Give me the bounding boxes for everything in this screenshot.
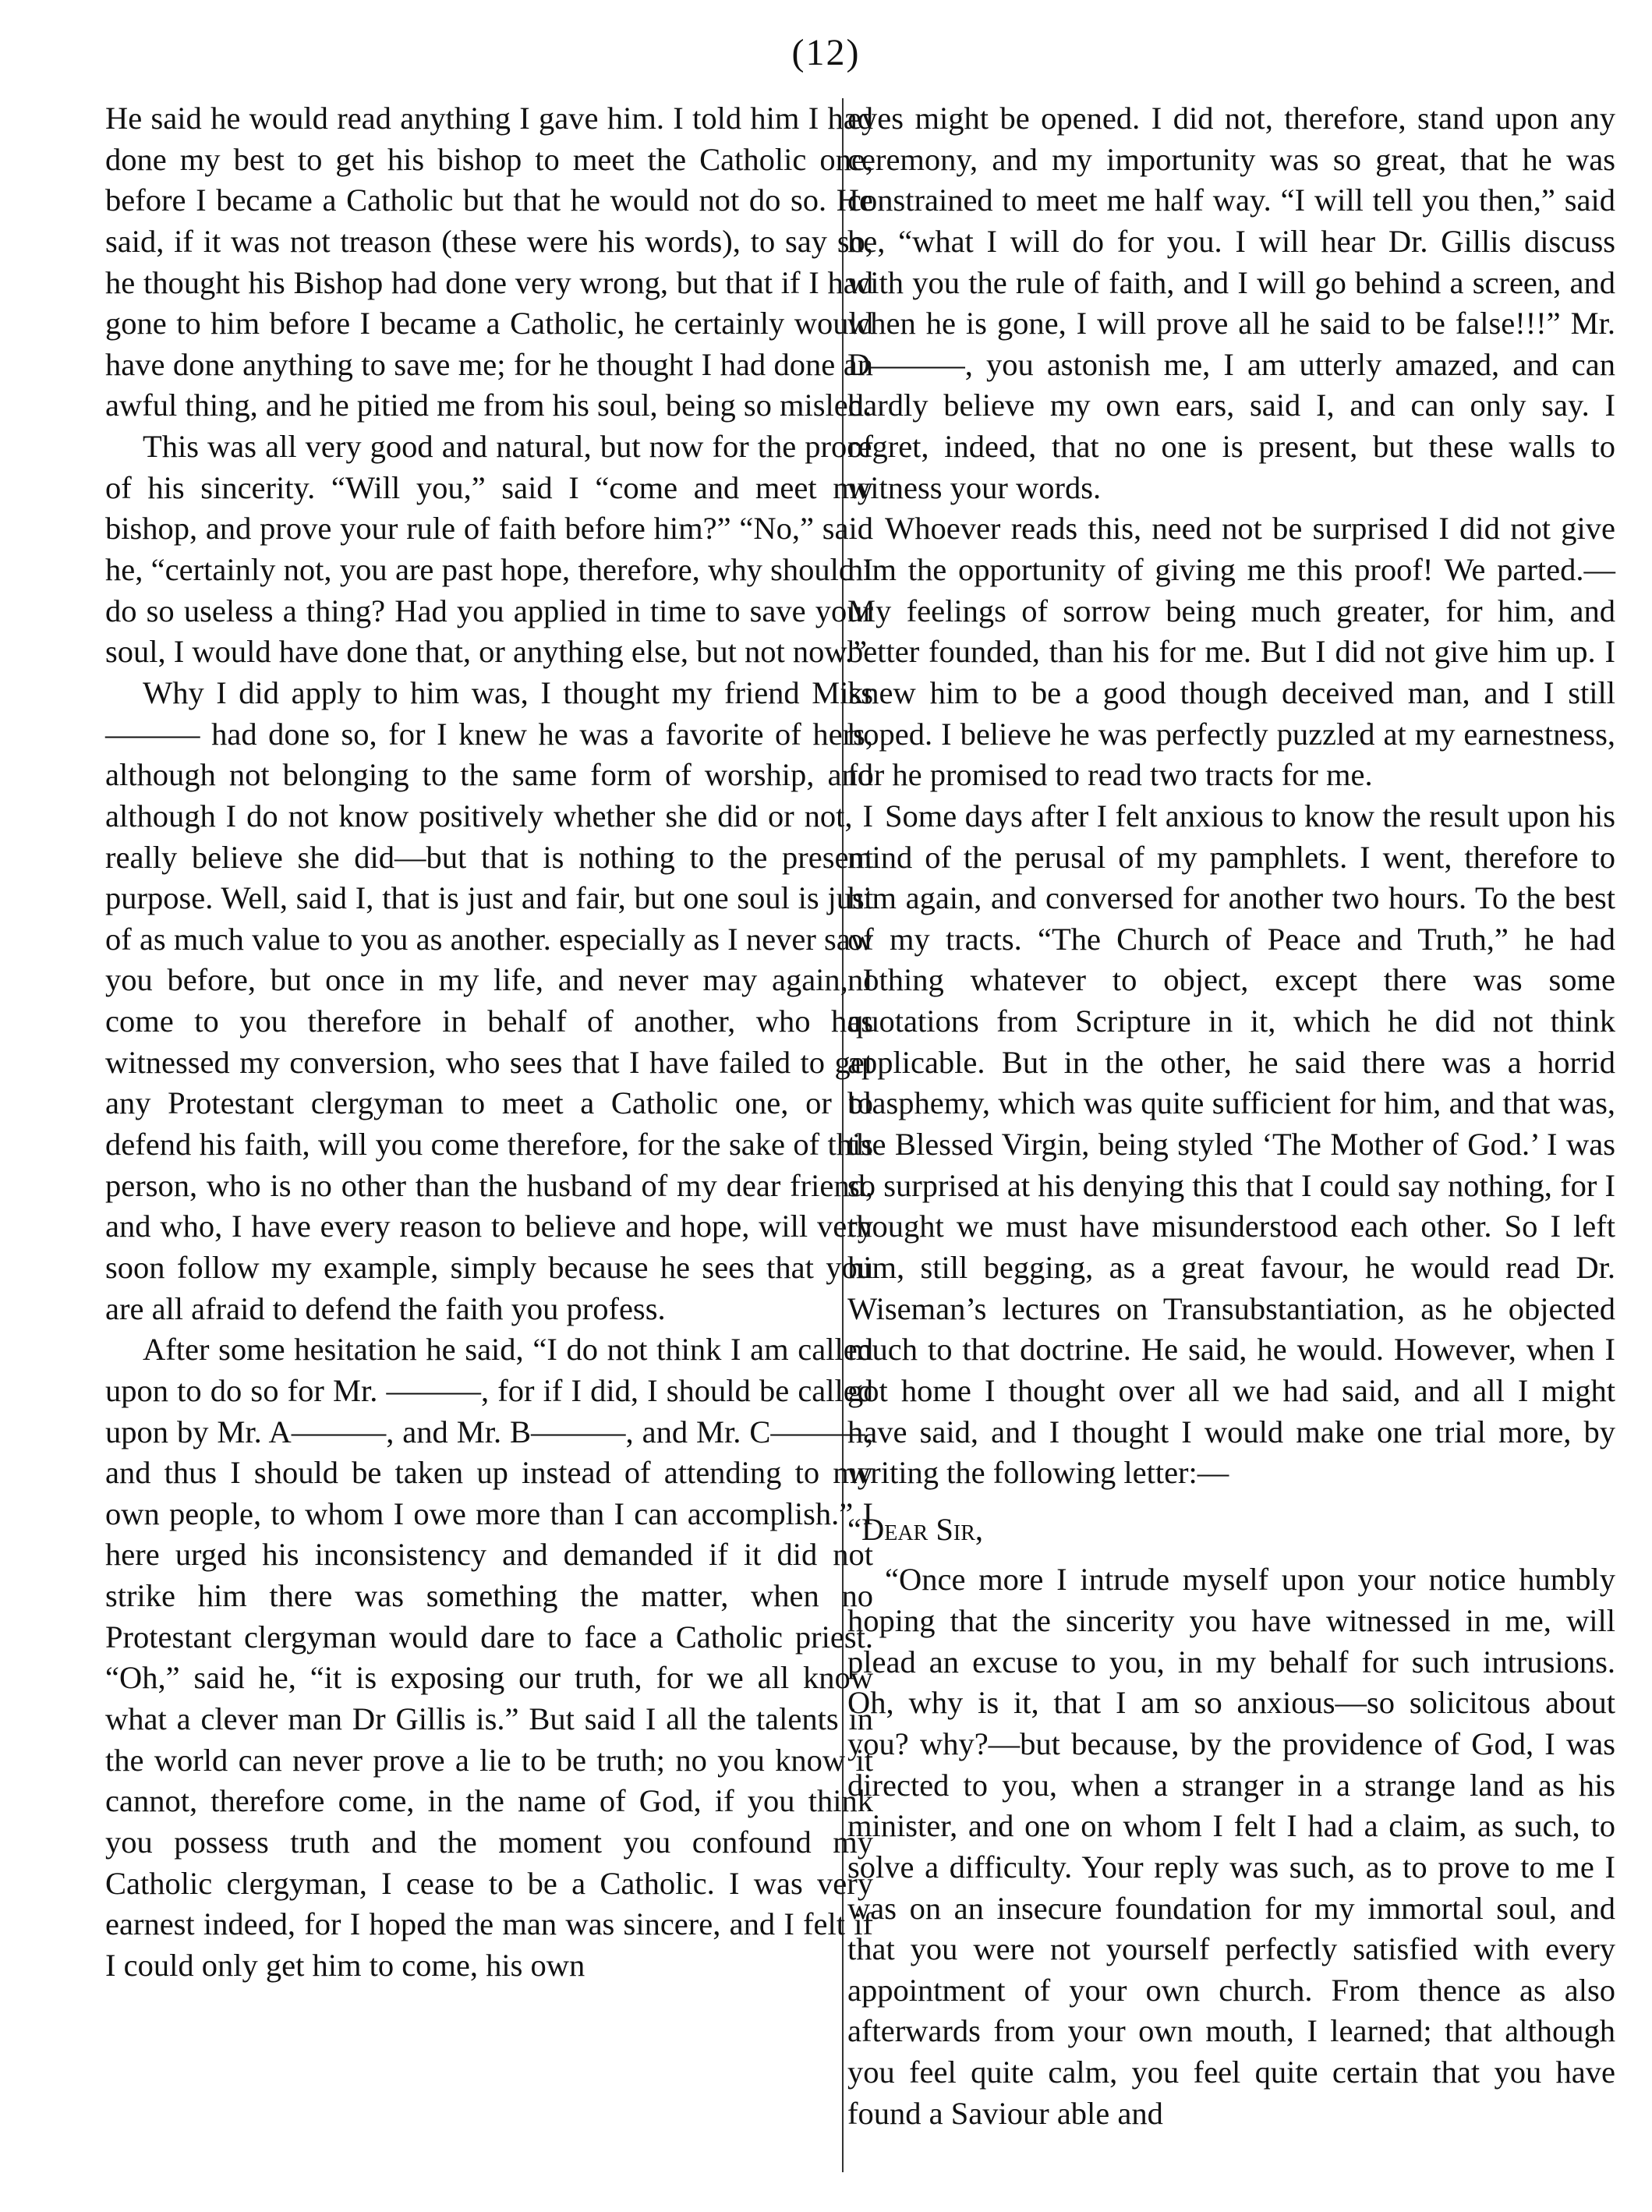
paragraph: This was all very good and natural, but now for the proof of his sincerity. “Will you,” said I “come and meet my bishop, and prove your rule of faith before him?” “No,” said he, “certainly not, you are past hope, therefore, why should I do so useless a thing? Had you applied in time to save your soul, I would have done that, or anything else, but not now.” bbox=[105, 429, 873, 670]
left-column bbox=[105, 98, 873, 1986]
letter-paragraph: “Once more I intrude myself upon your notice humbly hoping that the sincerity you have witnessed in me, will plead an excuse to you, in my behalf for such intrusions. Oh, why is it, that I am so anxious—so solicitous about you? why?—but because, by the providence of God, I was directed to you, when a stranger in a strange land as his minister, and one on whom I felt I had a claim, as such, to solve a difficulty. Your reply was such, as to prove to me I was on an insecure foundation for my immortal soul, and that you were not yourself perfectly satisfied with every appointment of your own church. From thence as also afterwards from your own mouth, I learned; that although you feel quite calm, you feel quite certain that you have found a Saviour able and bbox=[847, 1562, 1615, 2131]
letter-salutation: “Dear Sir, bbox=[847, 1511, 983, 1547]
page-number: (12) bbox=[791, 32, 861, 73]
paragraph: After some hesitation he said, “I do not think I am called upon to do so for Mr. ———, for if I did, I should be called upon by Mr. A———, and Mr. B———, and Mr. C———, and thus I should be taken up instead of attending to my own people, to whom I owe more than I can accomplish.” I here urged his inconsistency and demanded if it did not strike him there was something the matter, when no Protestant clergyman would dare to face a Catholic priest. “Oh,” said he, “it is exposing our truth, for we all know what a clever man Dr Gillis is.” But said I all the talents in the world can never prove a lie to be truth; no you know it cannot, therefore come, in the name of God, if you think you possess truth and the moment you confound my Catholic clergyman, I cease to be a Catholic. I was very earnest indeed, for I hoped the man was sincere, and I felt if I could only get him to come, his own bbox=[105, 1332, 873, 1983]
right-column bbox=[847, 98, 1615, 2134]
paragraph: Whoever reads this, need not be surprised I did not give him the opportunity of giving me this proof! We parted.—My feelings of sorrow being much greater, for him, and better founded, than his for me. But I did not give him up. I knew him to be a good though deceived man, and I still hoped. I believe he was perfectly puzzled at my earnestness, for he promised to read two tracts for me. bbox=[847, 511, 1615, 793]
paragraph: Some days after I felt anxious to know the result upon his mind of the perusal of my pamphlets. I went, therefore to him again, and conversed for another two hours. To the best of my tracts. “The Church of Peace and Truth,” he had nothing whatever to object, except there was some quotations from Scripture in it, which he did not think applicable. But in the other, he said there was a horrid blasphemy, which was quite sufficient for him, and that was, the Blessed Virgin, being styled ‘The Mother of God.’ I was so surprised at his denying this that I could say nothing, for I thought we must have misunderstood each other. So I left him, still begging, as a great favour, he would read Dr. Wiseman’s lectures on Transubstantiation, as he objected much to that doctrine. He said, he would. However, when I got home I thought over all we had said, and all I might have said, and I thought I would make one trial more, by writing the following letter:— bbox=[847, 798, 1615, 1491]
paragraph: eyes might be opened. I did not, therefore, stand upon any ceremony, and my importunity was so great, that he was constrained to meet me half way. “I will tell you then,” said he, “what I will do for you. I will hear Dr. Gillis discuss with you the rule of faith, and I will go behind a screen, and when he is gone, I will prove all he said to be false!!!” Mr. D———, you astonish me, I am utterly amazed, and can hardly believe my own ears, said I, and can only say. I regret, indeed, that no one is present, but these walls to witness your words. bbox=[847, 101, 1615, 505]
paragraph: Why I did apply to him was, I thought my friend Miss ——— had done so, for I knew he was a favorite of hers, although not belonging to the same form of worship, and although I do not know positively whether she did or not, I really believe she did—but that is nothing to the present purpose. Well, said I, that is just and fair, but one soul is just of as much value to you as another. especially as I never saw you before, but once in my life, and never may again, I come to you therefore in behalf of another, who has witnessed my conversion, who sees that I have failed to get any Protestant clergyman to meet a Catholic one, or to defend his faith, will you come therefore, for the sake of this person, who is no other than the husband of my dear friend, and who, I have every reason to believe and hope, will very soon follow my example, simply because he sees that you are all afraid to defend the faith you profess. bbox=[105, 674, 873, 1326]
paragraph: He said he would read anything I gave him. I told him I had done my best to get his bishop to meet the Catholic one, before I became a Catholic but that he would not do so. He said, if it was not treason (these were his words), to say so, he thought his Bishop had done very wrong, but that if I had gone to him before I became a Catholic, he certainly would have done anything to save me; for he thought I had done an awful thing, and he pitied me from his soul, being so misled. bbox=[105, 101, 873, 423]
